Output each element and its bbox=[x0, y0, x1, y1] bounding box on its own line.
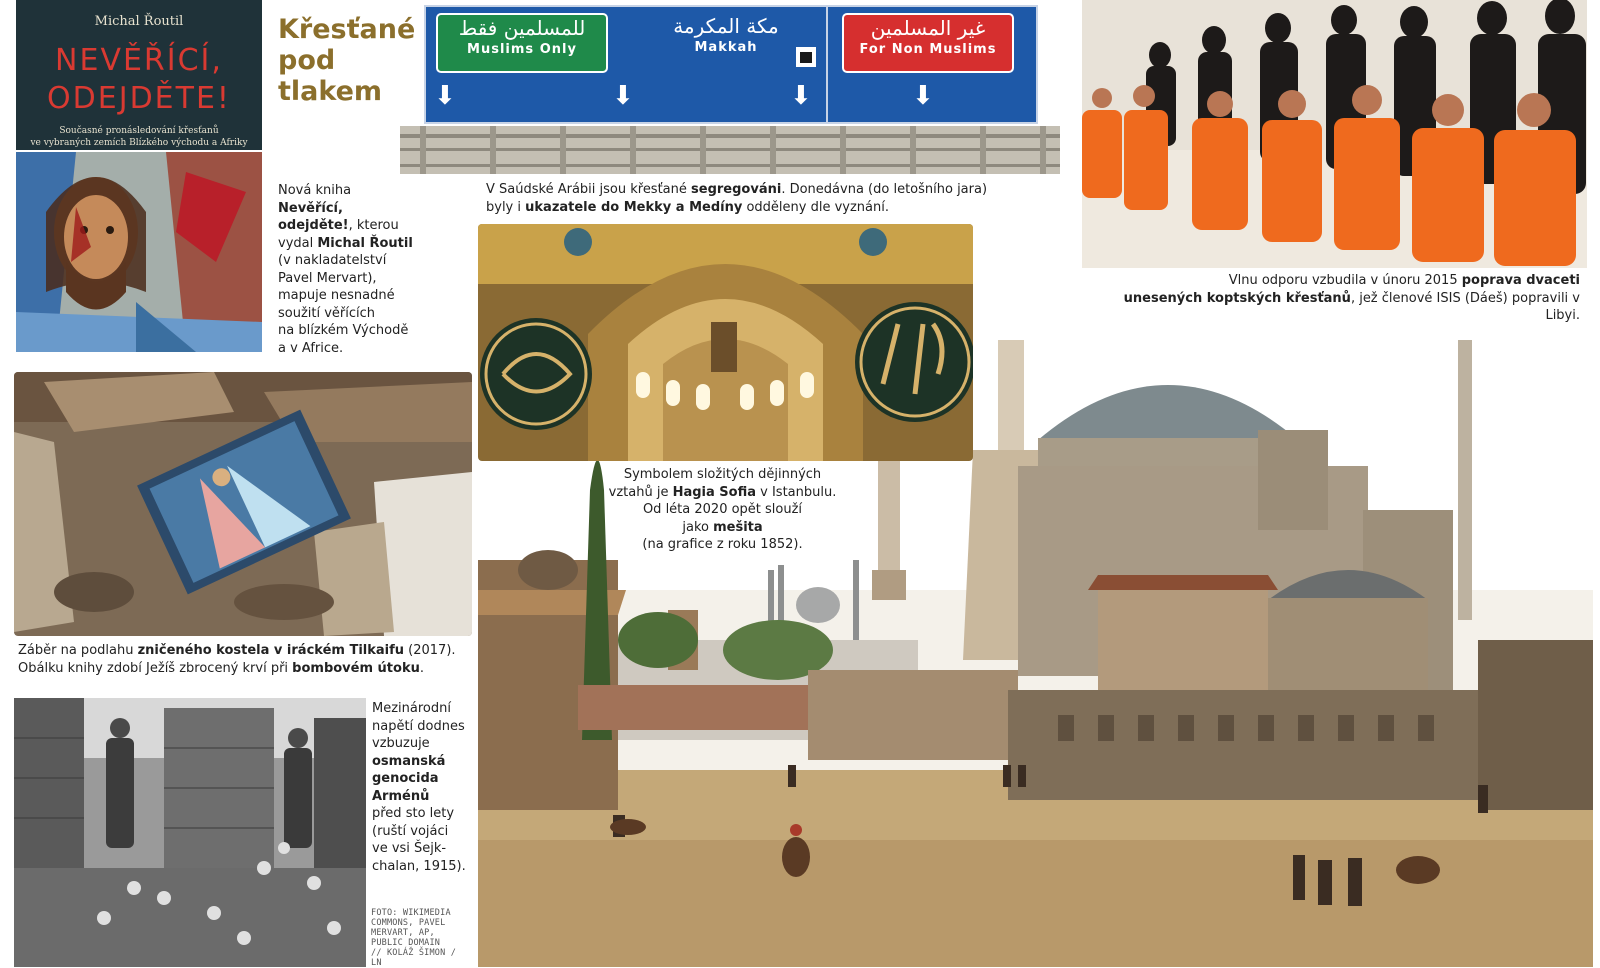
genocide-caption-line3: vzbuzuje bbox=[372, 736, 430, 751]
execution-photo bbox=[1082, 0, 1587, 268]
down-arrow-icon: ⬇ bbox=[790, 81, 812, 111]
credits-line3: MERVART, AP, bbox=[371, 928, 435, 938]
down-arrow-icon: ⬇ bbox=[612, 81, 634, 111]
credits-line4: PUBLIC DOMAIN bbox=[371, 938, 441, 948]
book-cover bbox=[16, 0, 262, 352]
headline-line3: tlakem bbox=[278, 76, 383, 107]
execution-caption-part2: , jež členové ISIS (Dáeš) popravili v Libyi. bbox=[1350, 290, 1580, 323]
credits-line1: FOTO: WIKIMEDIA bbox=[371, 908, 451, 918]
book-caption-line1: Nová kniha bbox=[278, 183, 352, 198]
down-arrow-icon: ⬇ bbox=[434, 81, 456, 111]
headline-line2: pod bbox=[278, 45, 336, 76]
photo-credits bbox=[371, 908, 471, 968]
hagia-sophia-interior-photo bbox=[478, 224, 973, 461]
sign-makkah-english: Makkah bbox=[694, 40, 758, 55]
hagia-caption-bold2: mešita bbox=[713, 519, 763, 535]
book-caption-line3-rest: , kterou bbox=[348, 218, 399, 233]
book-subtitle-line2: ve vybraných zemích Blízkého východu a Afriky bbox=[30, 138, 248, 148]
sign-muslims-only-arabic: للمسلمين فقط bbox=[458, 16, 586, 40]
church-caption-bold2: bombovém útoku bbox=[292, 660, 420, 676]
road-sign bbox=[424, 5, 1038, 124]
execution-caption-part1: Vlnu odporu vzbudila v únoru 2015 bbox=[1228, 273, 1462, 288]
genocide-caption-line8: (ruští vojáci bbox=[372, 823, 449, 839]
sign-caption bbox=[486, 181, 1006, 216]
execution-caption-bold2: unesených koptských křesťanů bbox=[1123, 290, 1351, 306]
book-caption-line9: na blízkém Východě bbox=[278, 323, 409, 338]
down-arrow-icon: ⬇ bbox=[912, 81, 934, 111]
book-caption-line7: mapuje nesnadné bbox=[278, 288, 395, 303]
book-caption-title-part1: Nevěřící, bbox=[278, 200, 343, 216]
sign-gantry bbox=[400, 126, 1060, 174]
sign-caption-part2: . Donedávna (do letošního jara) bbox=[781, 182, 988, 197]
sign-makkah-arabic: مكة المكرمة bbox=[673, 14, 779, 38]
genocide-caption bbox=[372, 700, 477, 875]
book-subtitle bbox=[26, 125, 252, 149]
sign-caption-bold2: ukazatele do Mekky a Medíny bbox=[525, 199, 743, 215]
book-title-line2: ODEJDĚTE! bbox=[47, 81, 231, 116]
book-caption-line10: a v Africe. bbox=[278, 340, 344, 356]
credits-line5: // KOLÁŽ ŠIMON / LN bbox=[371, 948, 457, 968]
book-caption-line4-start: vydal bbox=[278, 235, 318, 251]
credits-line2: COMMONS, PAVEL bbox=[371, 918, 446, 928]
genocide-caption-bold3: Arménů bbox=[372, 788, 430, 804]
sign-caption-part1: V Saúdské Arábii jsou křesťané bbox=[486, 182, 692, 197]
headline-line1: Křesťané bbox=[278, 14, 416, 45]
sign-caption-part4: odděleny dle vyznání. bbox=[742, 199, 889, 215]
genocide-caption-line10: chalan, 1915). bbox=[372, 858, 466, 874]
book-title bbox=[16, 42, 262, 118]
sign-non-muslims-arabic: غير المسلمين bbox=[870, 16, 986, 40]
book-author: Michal Řoutil bbox=[94, 14, 184, 29]
hagia-sophia-caption bbox=[600, 466, 845, 554]
genocide-caption-bold2: genocida bbox=[372, 771, 439, 786]
book-cover-header bbox=[16, 0, 262, 150]
church-caption bbox=[18, 642, 478, 677]
execution-caption-bold1: poprava dvaceti bbox=[1461, 273, 1580, 288]
page-headline bbox=[278, 14, 418, 107]
hagia-caption-part1: vztahů je bbox=[608, 484, 673, 500]
sign-divider bbox=[826, 7, 828, 122]
genocide-caption-line9: ve vsi Šejk- bbox=[372, 841, 447, 856]
hagia-caption-bold1: Hagia Sofia bbox=[672, 484, 756, 500]
book-cover-painting bbox=[16, 152, 262, 352]
hagia-caption-line3: Od léta 2020 opět slouží bbox=[642, 502, 803, 517]
church-caption-part4: . bbox=[419, 660, 424, 676]
book-caption bbox=[278, 182, 418, 357]
hagia-caption-line1: Symbolem složitých dějinných bbox=[623, 467, 822, 482]
church-caption-part3: Obálku knihy zdobí Ježíš zbrocený krví při bbox=[18, 660, 293, 676]
sign-muslims-only-english: Muslims Only bbox=[467, 42, 577, 57]
genocide-caption-line7: před sto lety bbox=[372, 806, 455, 821]
kaaba-icon bbox=[796, 47, 816, 67]
genocide-caption-line1: Mezinárodní bbox=[372, 701, 451, 716]
church-caption-part1: Záběr na podlahu bbox=[18, 643, 138, 658]
armenian-genocide-photo bbox=[14, 698, 366, 967]
church-caption-part2: (2017). bbox=[404, 643, 456, 658]
book-caption-author: Michal Řoutil bbox=[317, 235, 413, 251]
hagia-caption-part2: v Istanbulu. bbox=[756, 484, 837, 500]
sign-panel-non-muslims bbox=[842, 13, 1014, 73]
book-title-line1: NEVĚŘÍCÍ, bbox=[55, 43, 223, 78]
sign-caption-bold1: segregováni bbox=[691, 182, 782, 197]
genocide-caption-bold1: osmanská bbox=[372, 753, 446, 769]
book-caption-line5: (v nakladatelství bbox=[278, 253, 387, 268]
church-caption-bold1: zničeného kostela v iráckém Tilkaifu bbox=[137, 643, 405, 658]
sign-panel-muslims-only bbox=[436, 13, 608, 73]
hagia-caption-line5: (na grafice z roku 1852). bbox=[642, 537, 803, 552]
execution-caption bbox=[1090, 272, 1580, 325]
sign-caption-part3: byly i bbox=[486, 199, 526, 215]
genocide-caption-line2: napětí dodnes bbox=[372, 718, 465, 734]
book-caption-line8: soužití věřících bbox=[278, 305, 376, 321]
book-subtitle-line1: Současné pronásledování křesťanů bbox=[59, 126, 219, 136]
destroyed-church-photo bbox=[14, 372, 472, 636]
sign-non-muslims-english: For Non Muslims bbox=[859, 42, 997, 57]
book-caption-title-part2: odejděte! bbox=[278, 218, 349, 233]
hagia-caption-part3: jako bbox=[682, 519, 714, 535]
book-caption-line6: Pavel Mervart), bbox=[278, 270, 377, 286]
